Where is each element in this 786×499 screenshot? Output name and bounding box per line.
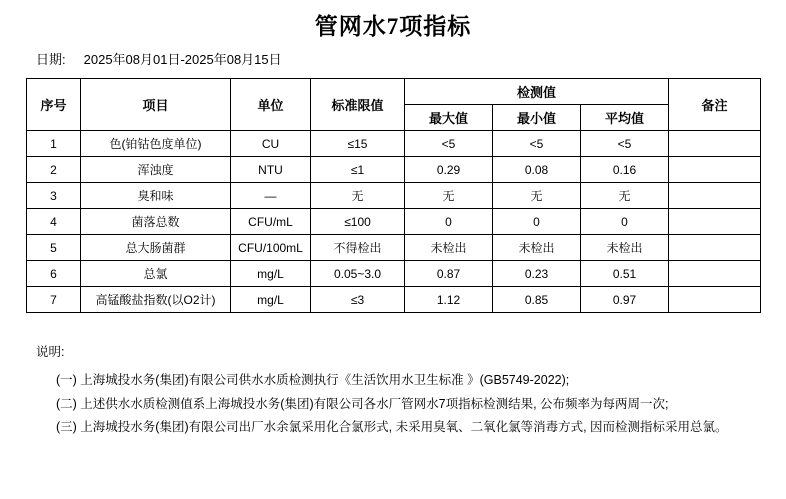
cell-no: 6: [27, 261, 81, 287]
cell-remark: [669, 261, 761, 287]
cell-limit: ≤15: [311, 131, 405, 157]
cell-remark: [669, 131, 761, 157]
cell-min: 无: [493, 183, 581, 209]
notes-section: [36, 341, 786, 440]
cell-min: 0.23: [493, 261, 581, 287]
note-item-1: (一) 上海城投水务(集团)有限公司供水水质检测执行《生活饮用水卫生标准 》(GB5749-2022);: [56, 372, 570, 387]
date-row: [36, 49, 786, 68]
table-row: [27, 157, 761, 183]
cell-avg: 0.97: [581, 287, 669, 313]
cell-avg: 0: [581, 209, 669, 235]
date-value: 2025年08月01日-2025年08月15日: [83, 52, 282, 67]
cell-unit: CFU/100mL: [231, 235, 311, 261]
cell-no: 5: [27, 235, 81, 261]
cell-max: 无: [405, 183, 493, 209]
cell-item: 臭和味: [81, 183, 231, 209]
cell-limit: 不得检出: [311, 235, 405, 261]
cell-avg: 无: [581, 183, 669, 209]
cell-unit: CU: [231, 131, 311, 157]
header-remark: 备注: [669, 79, 761, 131]
table-row: [27, 209, 761, 235]
page-title: 管网水7项指标: [314, 14, 472, 39]
table-row: [27, 131, 761, 157]
report-page: [0, 8, 786, 499]
indicators-table: [26, 78, 761, 313]
header-avg: 平均值: [581, 105, 669, 131]
cell-avg: <5: [581, 131, 669, 157]
header-max: 最大值: [405, 105, 493, 131]
cell-min: 0: [493, 209, 581, 235]
cell-remark: [669, 235, 761, 261]
table-row: [27, 261, 761, 287]
cell-avg: 未检出: [581, 235, 669, 261]
note-item-3: (三) 上海城投水务(集团)有限公司出厂水余氯采用化合氯形式, 未采用臭氧、二氧化氯等消毒方式, 因而检测指标采用总氯。: [56, 420, 728, 435]
header-no: 序号: [27, 79, 81, 131]
cell-item: 菌落总数: [81, 209, 231, 235]
cell-no: 1: [27, 131, 81, 157]
cell-no: 3: [27, 183, 81, 209]
cell-item: 高锰酸盐指数(以O2计): [81, 287, 231, 313]
cell-max: <5: [405, 131, 493, 157]
date-label: 日期:: [36, 52, 66, 67]
cell-max: 0.29: [405, 157, 493, 183]
cell-limit: 无: [311, 183, 405, 209]
cell-min: 0.08: [493, 157, 581, 183]
cell-item: 浑浊度: [81, 157, 231, 183]
cell-limit: ≤1: [311, 157, 405, 183]
cell-min: <5: [493, 131, 581, 157]
cell-max: 0: [405, 209, 493, 235]
header-item: 项目: [81, 79, 231, 131]
header-detected-group: 检测值: [405, 79, 669, 105]
header-limit: 标准限值: [311, 79, 405, 131]
cell-item: 总氯: [81, 261, 231, 287]
table-row: [27, 183, 761, 209]
cell-remark: [669, 209, 761, 235]
cell-max: 未检出: [405, 235, 493, 261]
cell-remark: [669, 183, 761, 209]
cell-unit: mg/L: [231, 261, 311, 287]
cell-max: 1.12: [405, 287, 493, 313]
table-row: [27, 235, 761, 261]
cell-remark: [669, 157, 761, 183]
cell-unit: mg/L: [231, 287, 311, 313]
cell-max: 0.87: [405, 261, 493, 287]
table-head: [27, 79, 761, 131]
cell-limit: 0.05~3.0: [311, 261, 405, 287]
table-row: [27, 287, 761, 313]
cell-no: 2: [27, 157, 81, 183]
cell-remark: [669, 287, 761, 313]
cell-avg: 0.51: [581, 261, 669, 287]
header-unit: 单位: [231, 79, 311, 131]
cell-unit: —: [231, 183, 311, 209]
header-min: 最小值: [493, 105, 581, 131]
cell-no: 4: [27, 209, 81, 235]
cell-avg: 0.16: [581, 157, 669, 183]
cell-item: 色(铂钴色度单位): [81, 131, 231, 157]
cell-min: 0.85: [493, 287, 581, 313]
cell-unit: NTU: [231, 157, 311, 183]
note-item-2: (二) 上述供水水质检测值系上海城投水务(集团)有限公司各水厂管网水7项指标检测结果, 公布频率为每两周一次;: [56, 396, 669, 411]
table-header-row-1: [27, 79, 761, 105]
cell-unit: CFU/mL: [231, 209, 311, 235]
cell-item: 总大肠菌群: [81, 235, 231, 261]
table-body: [27, 131, 761, 313]
cell-min: 未检出: [493, 235, 581, 261]
cell-limit: ≤100: [311, 209, 405, 235]
cell-no: 7: [27, 287, 81, 313]
notes-heading: 说明:: [36, 345, 65, 359]
cell-limit: ≤3: [311, 287, 405, 313]
